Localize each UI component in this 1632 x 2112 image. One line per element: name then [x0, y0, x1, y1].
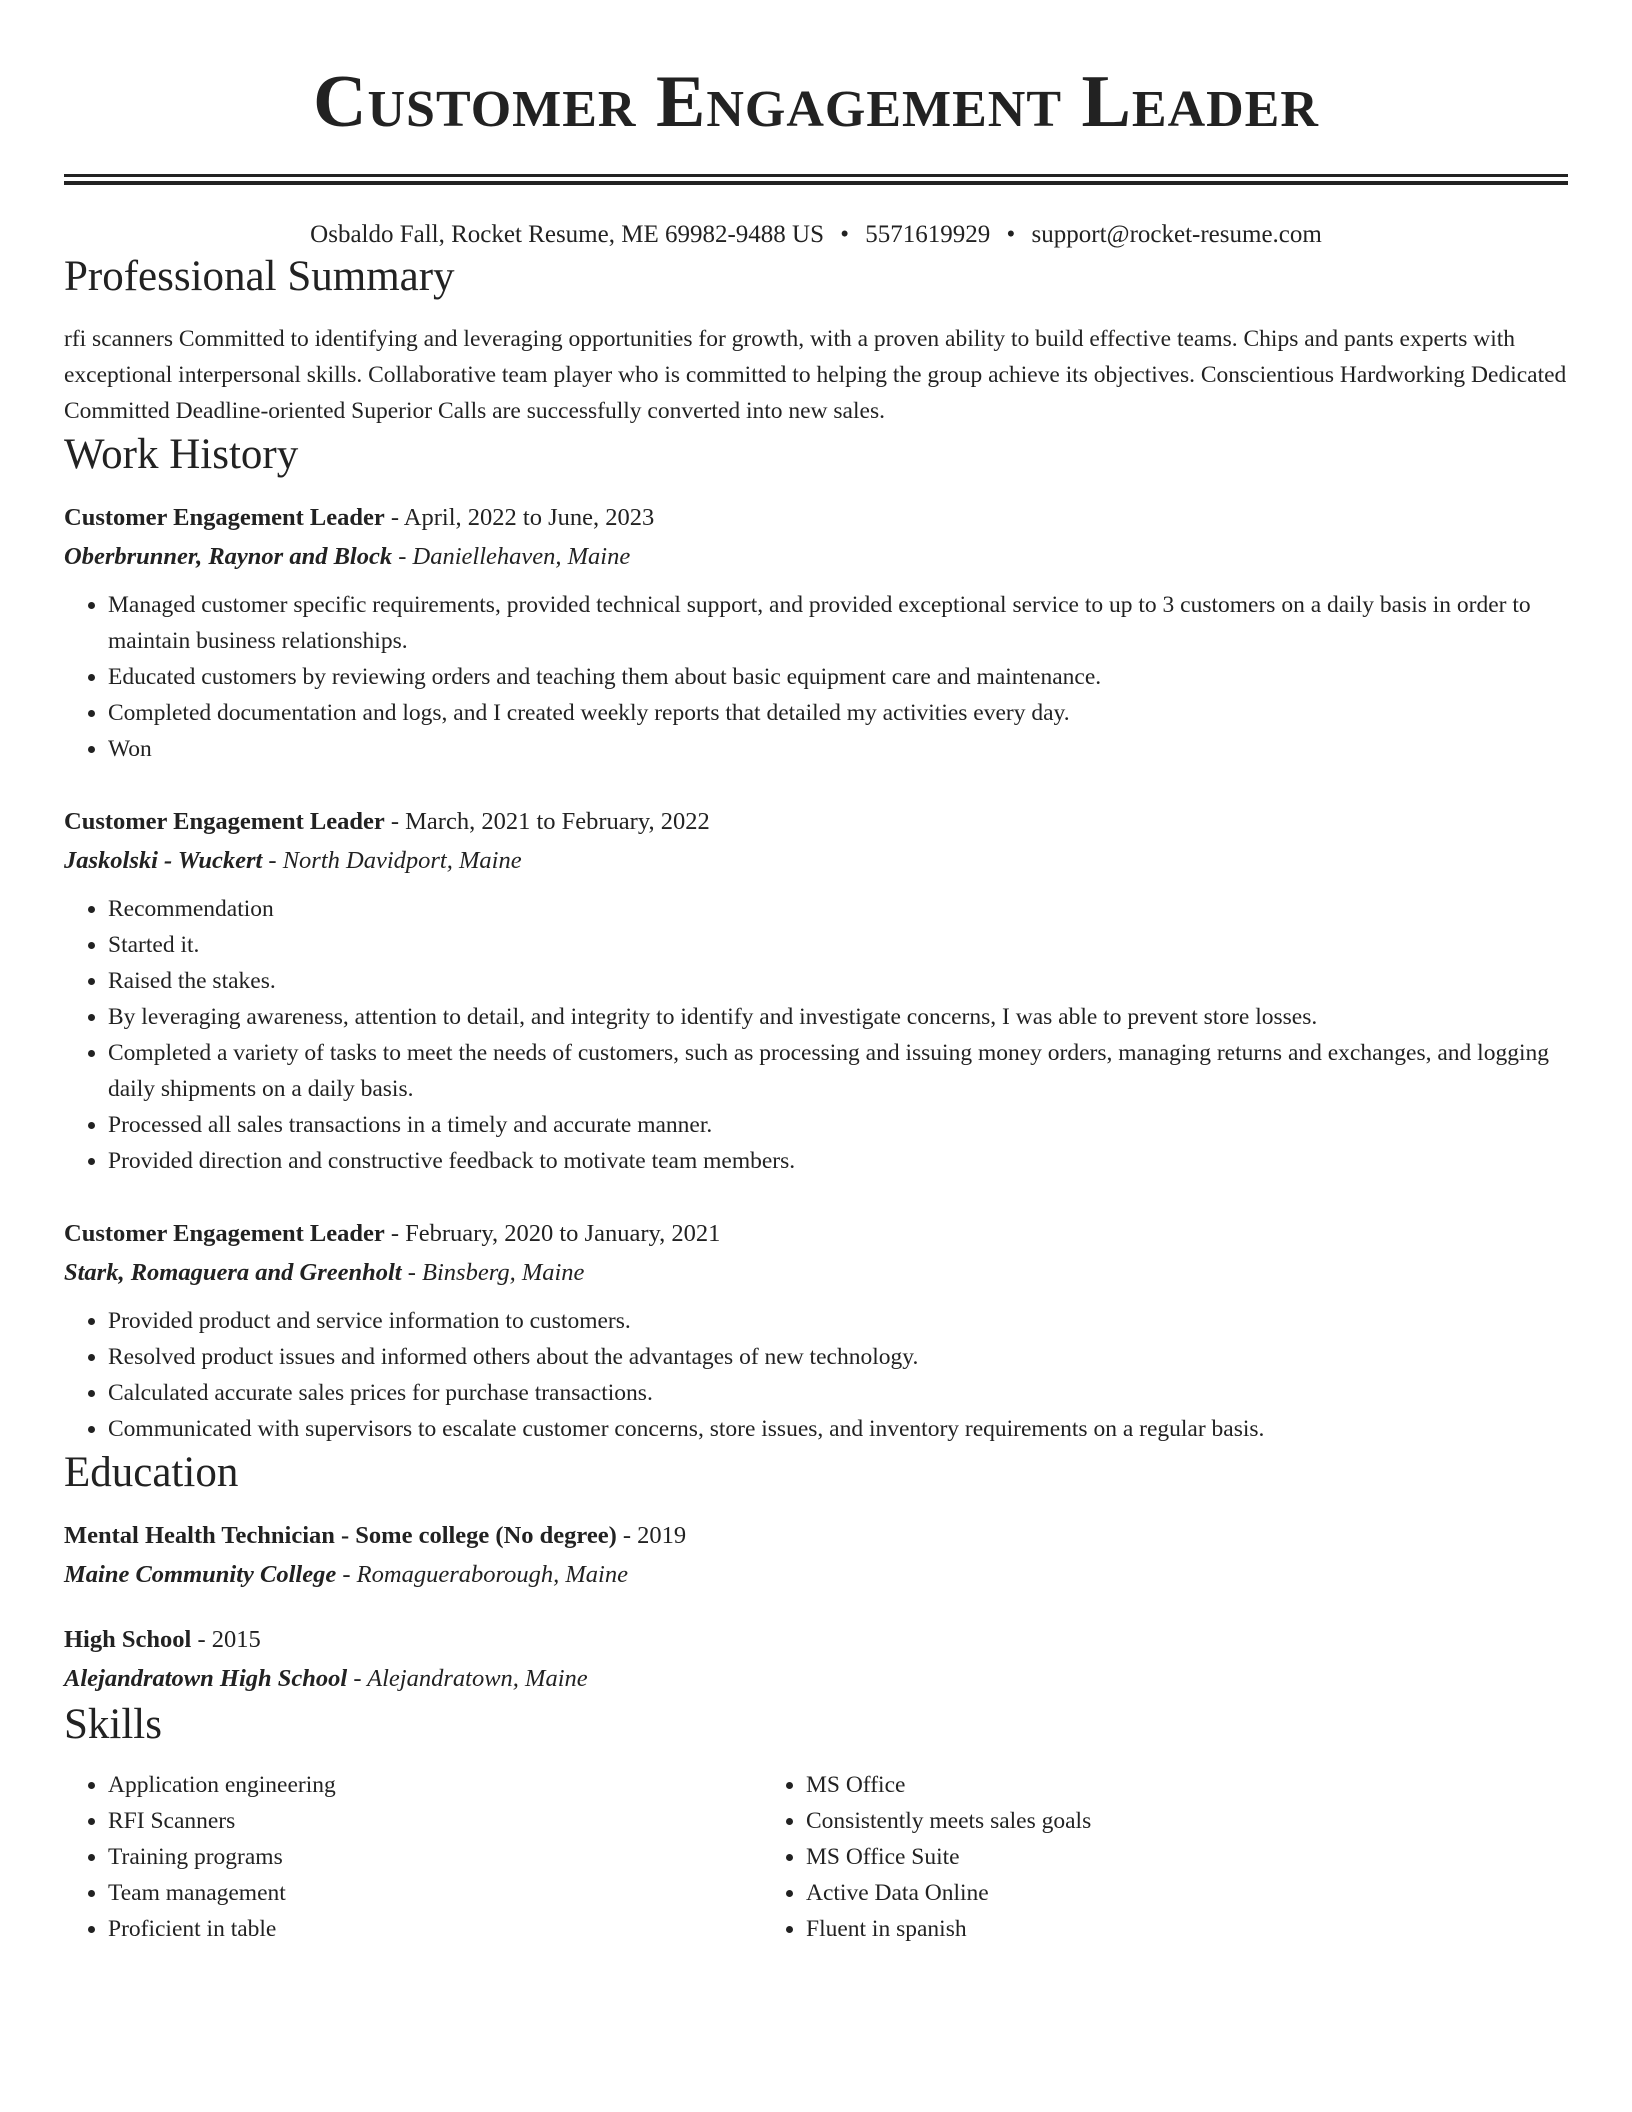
list-item: • Processed all sales transactions in a timely and accurate manner.	[108, 1107, 1568, 1143]
education-school-line	[64, 1659, 1568, 1699]
job-title-line	[64, 499, 1568, 537]
contact-address: Osbaldo Fall, Rocket Resume, ME 69982-9488 US	[310, 221, 825, 248]
list-item: • By leveraging awareness, attention to detail, and integrity to identify and investigate concerns, I was able to prevent store losses.	[108, 999, 1568, 1035]
job-dates: - April, 2022 to June, 2023	[384, 504, 655, 531]
job-dates: - February, 2020 to January, 2021	[384, 1220, 721, 1247]
job-entry	[64, 499, 1568, 767]
list-item: • Completed documentation and logs, and I created weekly reports that detailed my activities every day.	[108, 695, 1568, 731]
work-history-heading: Work History	[64, 431, 299, 478]
job-entry	[64, 803, 1568, 1179]
skill-item: • Fluent in spanish	[806, 1911, 1460, 1947]
job-employer-line	[64, 1253, 1568, 1293]
contact-email: support@rocket-resume.com	[1031, 221, 1322, 248]
list-item: • Educated customers by reviewing orders and teaching them about basic equipment care and maintenance.	[108, 659, 1568, 695]
list-item: • Resolved product issues and informed others about the advantages of new technology.	[108, 1339, 1568, 1375]
list-item: • Communicated with supervisors to escalate customer concerns, store issues, and inventory requirements on a regular basis.	[108, 1411, 1568, 1447]
job-title-line	[64, 803, 1568, 841]
job-employer: Oberbrunner, Raynor and Block	[64, 543, 393, 570]
skill-item: • Application engineering	[108, 1767, 762, 1803]
list-item: • Completed a variety of tasks to meet the needs of customers, such as processing and issuing money orders, managing returns and exchanges, and logging daily shipments on a daily basis.	[108, 1035, 1568, 1107]
education-year: - 2019	[616, 1522, 687, 1549]
job-entry	[64, 1215, 1568, 1447]
summary-text: rfi scanners Committed to identifying and leveraging opportunities for growth, with a proven ability to build effective teams. Chips and pants experts with exceptional interpersonal skills. Collaborative team player who is committed to helping the group achieve its objectives. Conscientious Hardworking Dedicated Committed Deadline-oriented Superior Calls are successfully converted into new sales.	[64, 326, 1567, 424]
education-degree: High School	[64, 1626, 192, 1653]
education-degree-line	[64, 1517, 1568, 1555]
education-entry	[64, 1517, 1568, 1595]
contact-line	[64, 219, 1568, 251]
job-employer-line	[64, 537, 1568, 577]
education-location: - Romagueraborough, Maine	[336, 1561, 628, 1588]
job-employer: Jaskolski - Wuckert	[64, 847, 263, 874]
job-dates: - March, 2021 to February, 2022	[384, 808, 710, 835]
list-item: • Managed customer specific requirements, provided technical support, and provided exceptional service to up to 3 customers on a daily basis in order to maintain business relationships.	[108, 587, 1568, 659]
resume-title: Customer Engagement Leader	[313, 61, 1319, 143]
skills-columns	[64, 1767, 1568, 1947]
skill-item: • RFI Scanners	[108, 1803, 762, 1839]
job-title: Customer Engagement Leader	[64, 504, 385, 531]
education-degree-line	[64, 1621, 1568, 1659]
skill-item: • Team management	[108, 1875, 762, 1911]
job-location: - Daniellehaven, Maine	[392, 543, 631, 570]
skill-item: • Training programs	[108, 1839, 762, 1875]
summary-heading: Professional Summary	[64, 253, 455, 300]
list-item: • Provided product and service information to customers.	[108, 1303, 1568, 1339]
education-entry	[64, 1621, 1568, 1699]
title-divider	[64, 174, 1568, 185]
job-location: - North Davidport, Maine	[262, 847, 522, 874]
skill-item: • MS Office	[806, 1767, 1460, 1803]
education-school: Maine Community College	[64, 1561, 337, 1588]
list-item: • Won	[108, 731, 1568, 767]
skills-left-column	[64, 1767, 762, 1947]
education-heading: Education	[64, 1449, 239, 1496]
job-employer-line	[64, 841, 1568, 881]
list-item: • Provided direction and constructive feedback to motivate team members.	[108, 1143, 1568, 1179]
education-year: - 2015	[191, 1626, 261, 1653]
skill-item: • MS Office Suite	[806, 1839, 1460, 1875]
job-employer: Stark, Romaguera and Greenholt	[64, 1259, 402, 1286]
job-location: - Binsberg, Maine	[401, 1259, 585, 1286]
list-item: • Raised the stakes.	[108, 963, 1568, 999]
job-bullets	[64, 587, 1568, 767]
list-item: • Calculated accurate sales prices for purchase transactions.	[108, 1375, 1568, 1411]
education-location: - Alejandratown, Maine	[347, 1665, 588, 1692]
job-title-line	[64, 1215, 1568, 1253]
job-title: Customer Engagement Leader	[64, 808, 385, 835]
skills-right-column	[762, 1767, 1460, 1947]
education-degree: Mental Health Technician - Some college (No degree)	[64, 1522, 617, 1549]
job-bullets	[64, 891, 1568, 1179]
job-title: Customer Engagement Leader	[64, 1220, 385, 1247]
skills-heading: Skills	[64, 1701, 162, 1748]
contact-separator: •	[840, 221, 850, 248]
education-school: Alejandratown High School	[64, 1665, 348, 1692]
education-school-line	[64, 1555, 1568, 1595]
contact-phone: 5571619929	[865, 221, 991, 248]
skill-item: • Active Data Online	[806, 1875, 1460, 1911]
list-item: • Recommendation	[108, 891, 1568, 927]
list-item: • Started it.	[108, 927, 1568, 963]
job-bullets	[64, 1303, 1568, 1447]
skill-item: • Consistently meets sales goals	[806, 1803, 1460, 1839]
contact-separator: •	[1006, 221, 1016, 248]
skill-item: • Proficient in table	[108, 1911, 762, 1947]
